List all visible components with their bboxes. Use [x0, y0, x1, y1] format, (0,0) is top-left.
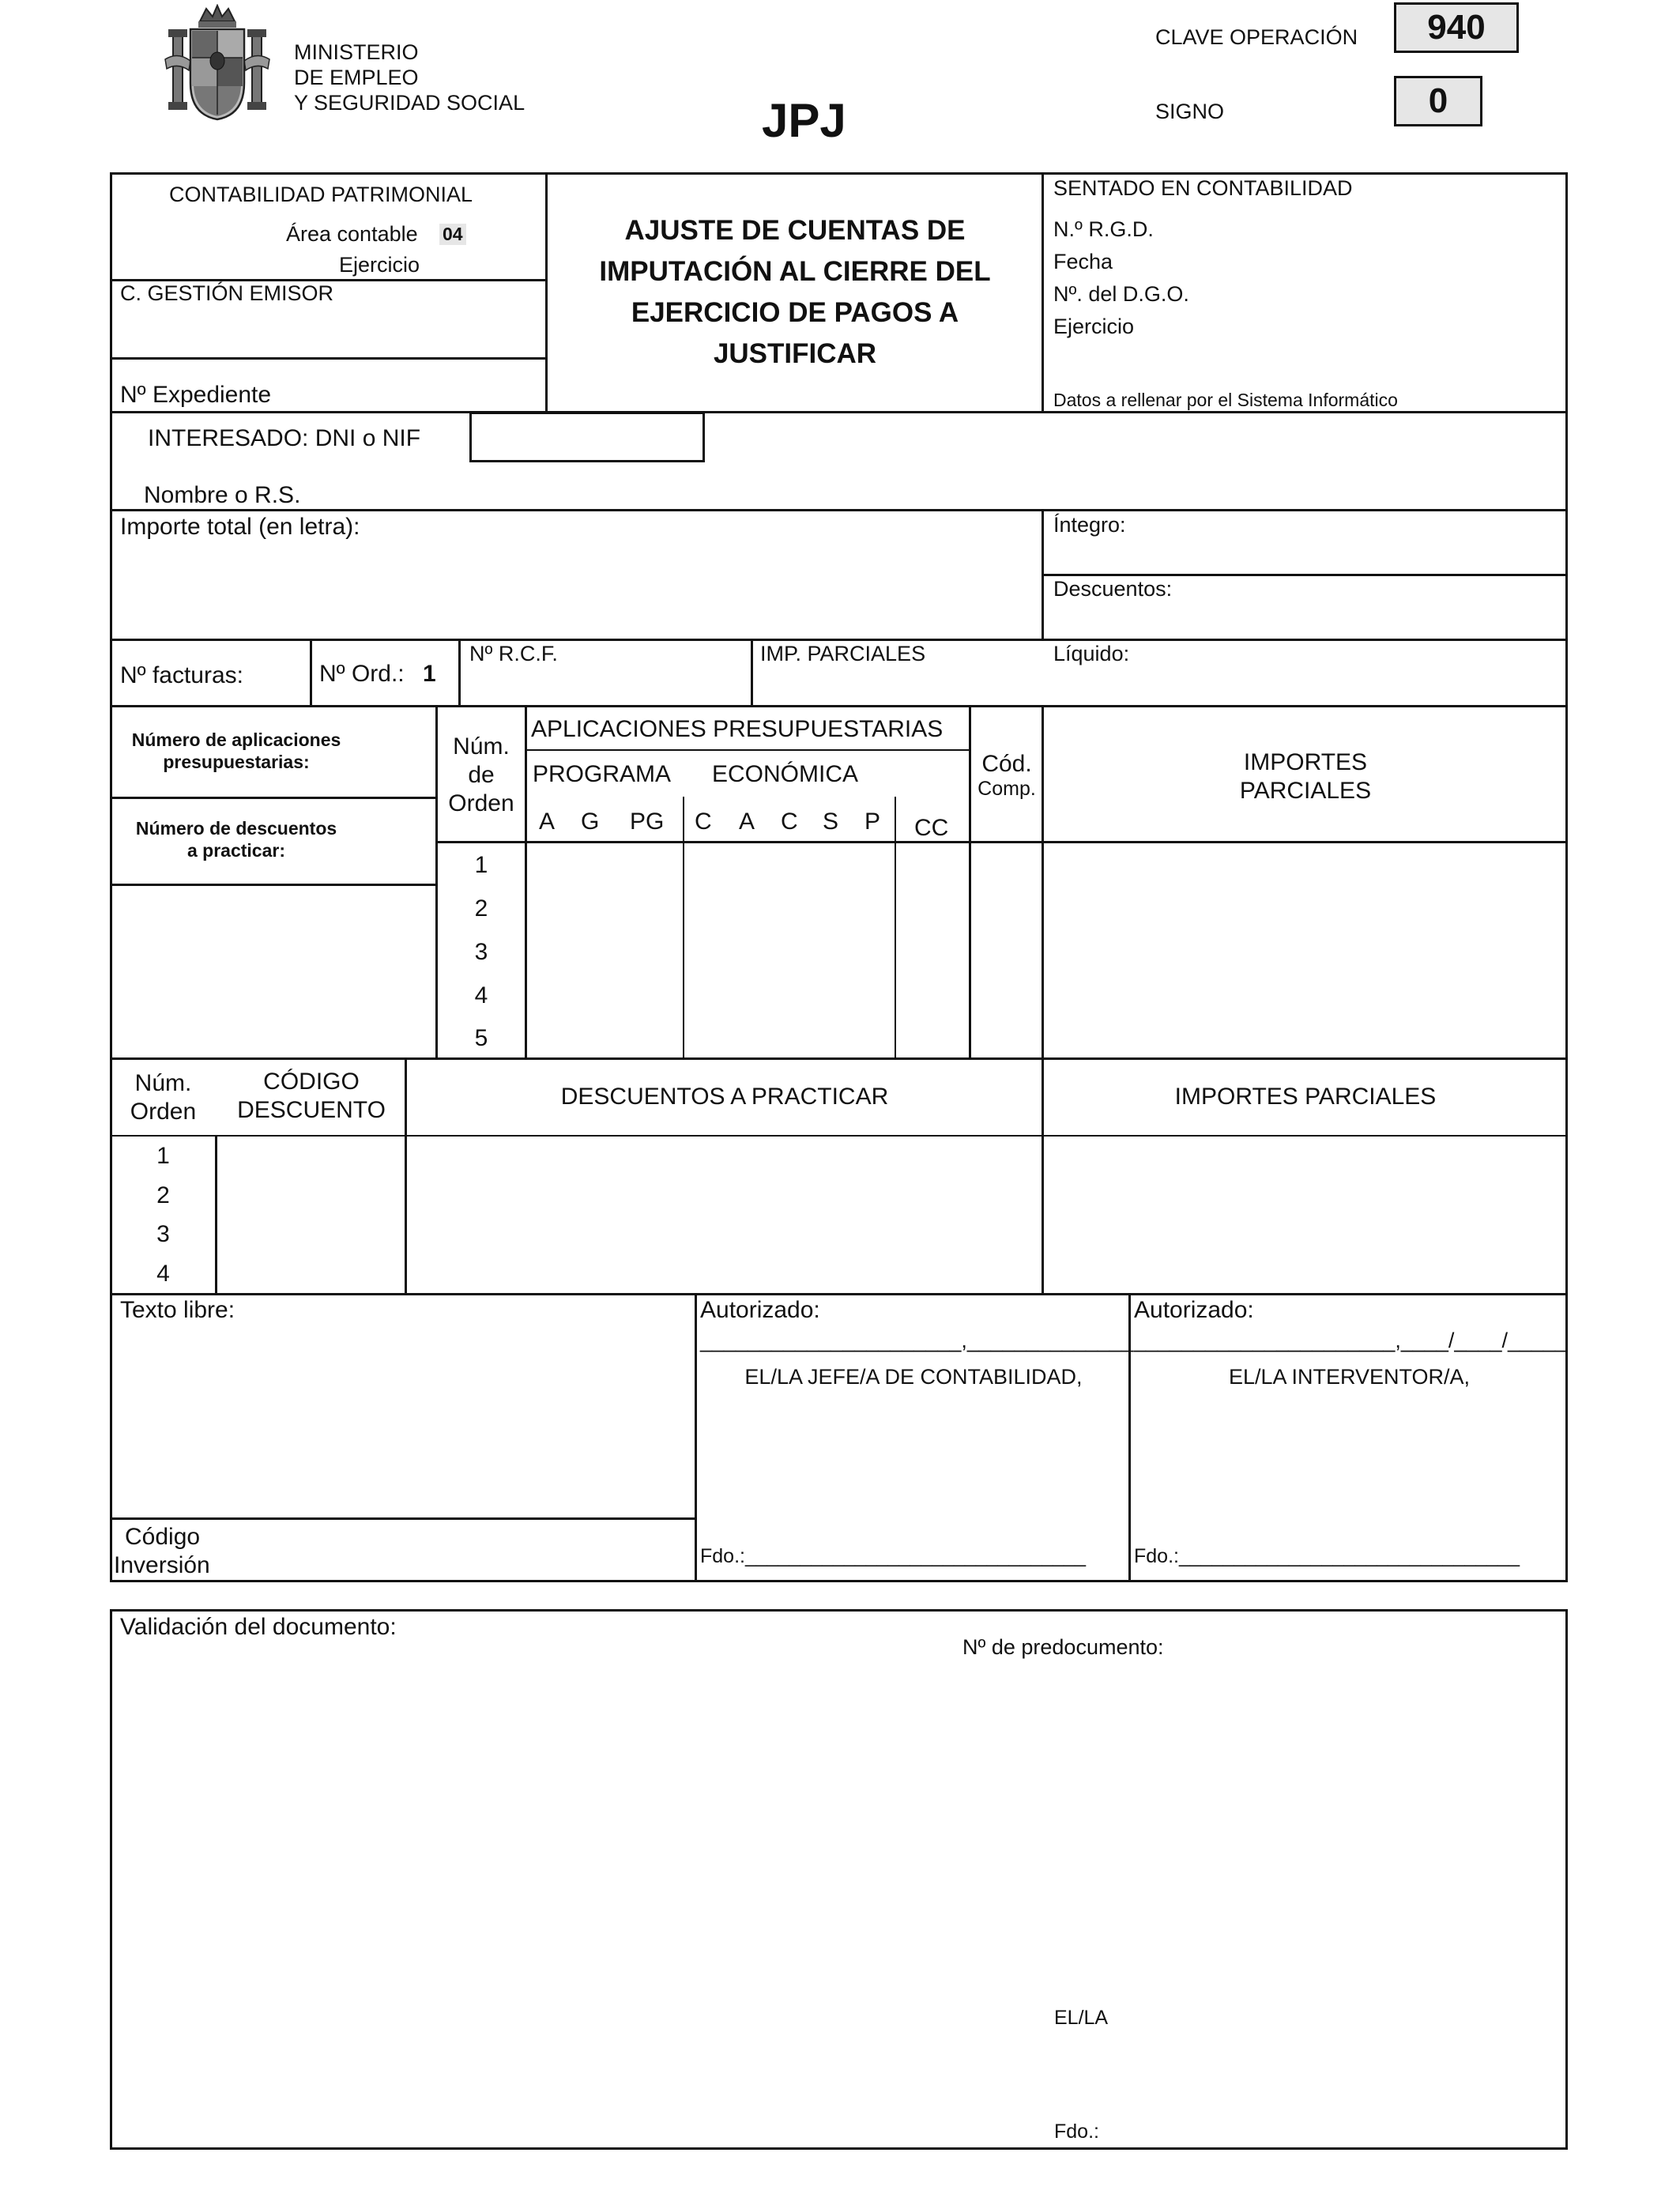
clave-operacion-value: 940 — [1394, 2, 1519, 53]
desc-importes-parciales-header: IMPORTES PARCIALES — [1174, 1084, 1437, 1110]
economica-letter-a: A — [739, 809, 755, 835]
descuentos-total-label: Descuentos: — [1053, 577, 1173, 601]
signo-label: SIGNO — [1155, 100, 1225, 123]
num-aplicaciones-label-1: Número de aplicaciones — [131, 729, 341, 750]
aplicacion-row-number: 4 — [474, 982, 488, 1008]
autorizado-interventor-label: Autorizado: — [1134, 1297, 1254, 1323]
area-contable-label: Área contable — [286, 222, 418, 246]
cod-header: Cód. — [981, 751, 1032, 777]
programa-letter-pg: PG — [630, 809, 665, 835]
importes-parciales-header-1: IMPORTES — [1243, 749, 1368, 775]
num-aplicaciones-label-2: presupuestarias: — [163, 752, 310, 772]
aplicacion-row-number: 3 — [474, 939, 488, 965]
cc-header: CC — [914, 815, 949, 841]
fdo-interventor-line: Fdo.:_______________________________ — [1134, 1545, 1520, 1567]
liquido-label: Líquido: — [1053, 642, 1130, 665]
form-title-line-3: EJERCICIO DE PAGOS A — [631, 297, 959, 328]
descuento-row-number: 3 — [156, 1221, 170, 1247]
importes-parciales-header-2: PARCIALES — [1239, 778, 1372, 804]
aplicacion-row-number: 5 — [474, 1025, 488, 1051]
sistema-informatico-note: Datos a rellenar por el Sistema Informático — [1053, 390, 1398, 410]
ministry-line-2: DE EMPLEO — [294, 66, 419, 89]
autorizado-jefe-label: Autorizado: — [700, 1297, 820, 1323]
area-contable-value: 04 — [439, 224, 466, 245]
importe-letra-label: Importe total (en letra): — [120, 514, 360, 540]
integro-label: Íntegro: — [1053, 513, 1126, 537]
economica-letter-s: S — [823, 809, 839, 835]
gestion-emisor-label: C. GESTIÓN EMISOR — [120, 281, 334, 305]
form-title-line-1: AJUSTE DE CUENTAS DE — [624, 215, 966, 246]
num-facturas-label: Nº facturas: — [120, 662, 244, 688]
interesado-label: INTERESADO: DNI o NIF — [148, 425, 421, 451]
ministry-line-3: Y SEGURIDAD SOCIAL — [294, 91, 525, 115]
economica-header: ECONÓMICA — [712, 761, 859, 787]
contabilidad-patrimonial-label: CONTABILIDAD PATRIMONIAL — [169, 183, 473, 206]
aplicacion-row-number: 1 — [474, 852, 488, 878]
nombre-rs-label: Nombre o R.S. — [144, 482, 301, 508]
programa-letter-a: A — [539, 809, 556, 835]
aplicaciones-presupuestarias-header: APLICACIONES PRESUPUESTARIAS — [531, 716, 944, 742]
ejercicio-sentado-label: Ejercicio — [1053, 315, 1135, 338]
imp-parciales-label: IMP. PARCIALES — [760, 642, 926, 665]
ministry-line-1: MINISTERIO — [294, 40, 419, 64]
fecha-label: Fecha — [1053, 250, 1113, 273]
aplicacion-row-number: 2 — [474, 895, 488, 922]
comp-header: Comp. — [977, 778, 1036, 800]
coat-of-arms-icon — [162, 4, 273, 123]
descuento-row-number: 2 — [156, 1182, 170, 1208]
dgo-label: Nº. del D.G.O. — [1053, 282, 1189, 306]
interventor-lugar-fecha-line: ______________________,____/____/_____ — [1134, 1329, 1568, 1352]
num-descuentos-label-2: a practicar: — [186, 840, 285, 861]
programa-letter-g: G — [581, 809, 600, 835]
descuento-row-number: 1 — [156, 1143, 170, 1169]
descuento-row-number: 4 — [156, 1261, 170, 1287]
rcf-label: Nº R.C.F. — [469, 642, 558, 665]
desc-num-orden-header-2: Orden — [130, 1099, 197, 1125]
programa-header: PROGRAMA — [533, 761, 672, 787]
sentado-contabilidad-label: SENTADO EN CONTABILIDAD — [1053, 176, 1353, 200]
dni-nif-input[interactable] — [469, 412, 705, 462]
desc-num-orden-header-1: Núm. — [134, 1070, 192, 1096]
clave-operacion-label: CLAVE OPERACIÓN — [1155, 25, 1358, 49]
num-orden-value: 1 — [423, 661, 436, 687]
interventor-label: EL/LA INTERVENTOR/A, — [1228, 1365, 1471, 1389]
form-title-line-2: IMPUTACIÓN AL CIERRE DEL — [599, 256, 991, 287]
predocumento-label: Nº de predocumento: — [962, 1635, 1164, 1659]
num-descuentos-label-1: Número de descuentos — [135, 818, 337, 839]
economica-letter-c2: C — [781, 809, 798, 835]
signo-value: 0 — [1394, 76, 1482, 126]
validacion-ella-label: EL/LA — [1054, 2007, 1109, 2029]
validacion-label: Validación del documento: — [120, 1614, 397, 1640]
validacion-fdo-label: Fdo.: — [1054, 2120, 1099, 2143]
num-de-orden-header-3: Orden — [448, 790, 514, 816]
fdo-jefe-line: Fdo.:_______________________________ — [700, 1545, 1086, 1567]
validacion-box — [110, 1609, 1568, 2150]
num-orden-label: Nº Ord.: — [319, 661, 405, 687]
form-code: JPJ — [762, 94, 846, 147]
expediente-label: Nº Expediente — [120, 382, 272, 408]
texto-libre-label: Texto libre: — [120, 1297, 235, 1323]
codigo-inversion-label-1: Código — [125, 1524, 201, 1550]
codigo-inversion-label-2: Inversión — [114, 1552, 210, 1578]
codigo-descuento-header-2: DESCUENTO — [237, 1097, 386, 1123]
economica-letter-c: C — [695, 809, 712, 835]
ejercicio-label: Ejercicio — [339, 253, 420, 277]
economica-letter-p: P — [864, 809, 881, 835]
num-de-orden-header-2: de — [468, 762, 495, 788]
jefe-lugar-fecha-line: ______________________,______________ — [700, 1329, 1134, 1352]
num-de-orden-header-1: Núm. — [453, 733, 510, 760]
rgd-label: N.º R.G.D. — [1053, 217, 1154, 241]
codigo-descuento-header-1: CÓDIGO — [263, 1069, 360, 1095]
jefe-contabilidad-label: EL/LA JEFE/A DE CONTABILIDAD, — [744, 1365, 1083, 1389]
descuentos-a-practicar-header: DESCUENTOS A PRACTICAR — [560, 1084, 889, 1110]
form-title-line-4: JUSTIFICAR — [713, 338, 877, 369]
